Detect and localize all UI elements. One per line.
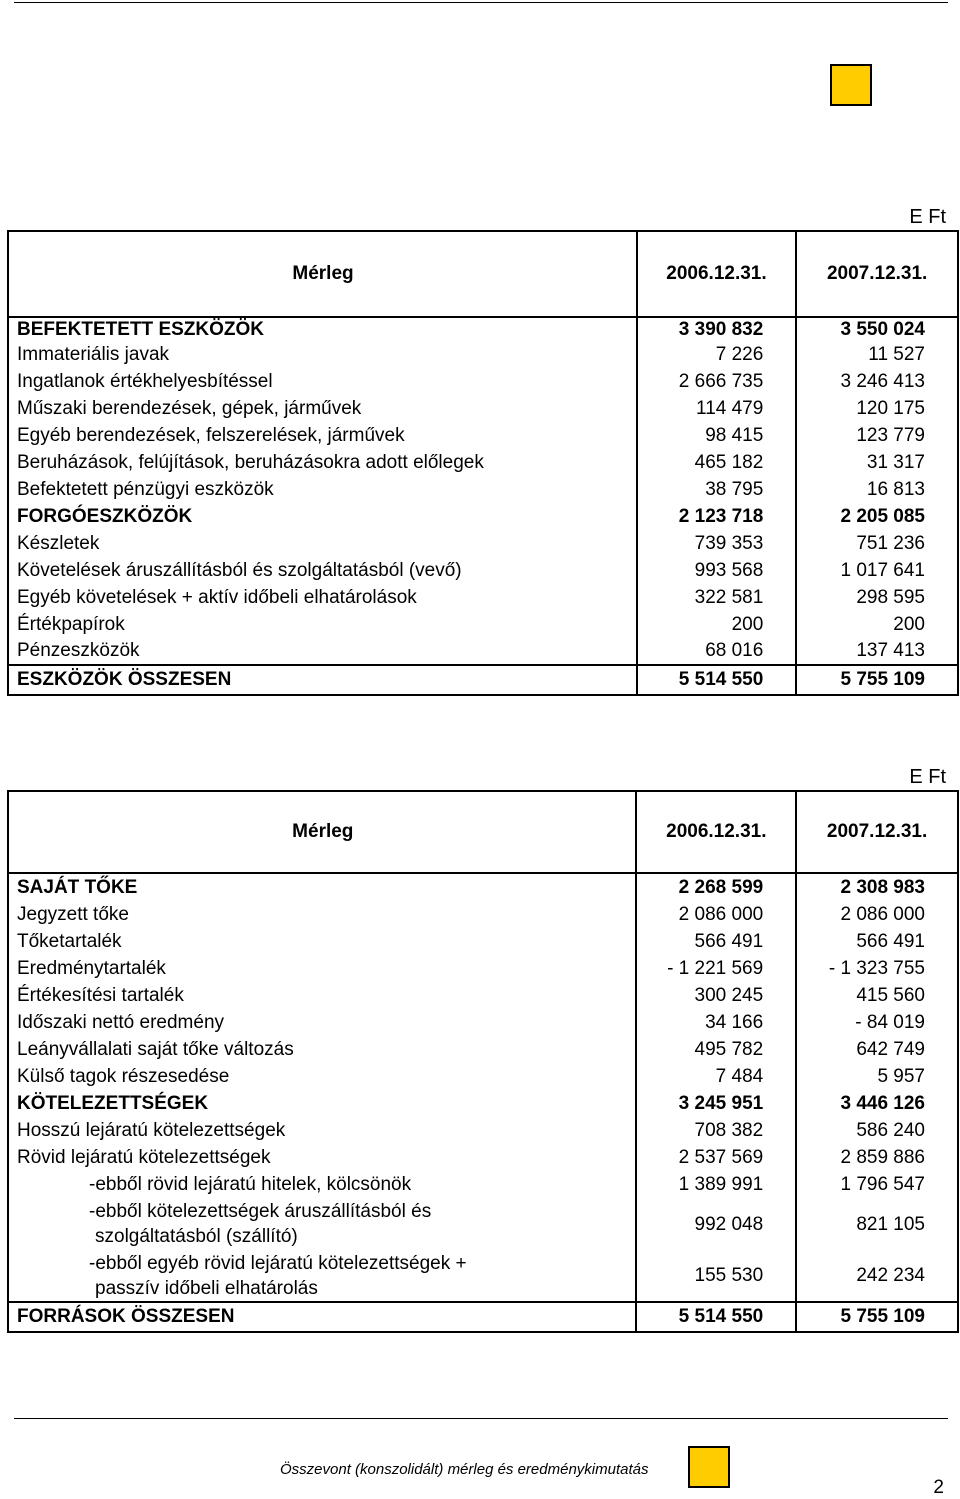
table-row bbox=[8, 1144, 958, 1171]
row-value-2006: 495 782 bbox=[636, 1036, 796, 1063]
row-label: Értékesítési tartalék bbox=[17, 984, 184, 1006]
table-row bbox=[8, 611, 958, 638]
table-row bbox=[8, 928, 958, 955]
table-row bbox=[8, 1090, 958, 1117]
row-value-2006: 68 016 bbox=[637, 638, 797, 665]
row-label: Leányvállalati saját tőke változás bbox=[17, 1038, 294, 1060]
table-row bbox=[8, 1250, 958, 1302]
row-label: Jegyzett tőke bbox=[17, 903, 129, 925]
row-value-2007: - 1 323 755 bbox=[796, 955, 958, 982]
row-value-2007: 31 317 bbox=[796, 449, 958, 476]
row-value-2007: 120 175 bbox=[796, 395, 958, 422]
row-label: FORGÓESZKÖZÖK bbox=[17, 505, 193, 527]
logo-square-icon bbox=[830, 64, 872, 106]
row-value-2006: 34 166 bbox=[636, 1009, 796, 1036]
row-value-2006: 2 537 569 bbox=[636, 1144, 796, 1171]
table-row bbox=[8, 449, 958, 476]
table-row bbox=[8, 317, 958, 341]
row-value-2007: 200 bbox=[796, 611, 958, 638]
row-label: FORRÁSOK ÖSSZESEN bbox=[8, 1302, 636, 1332]
assets-balance-table bbox=[7, 230, 959, 696]
table-row bbox=[8, 368, 958, 395]
table-row bbox=[8, 1036, 958, 1063]
row-label: Tőketartalék bbox=[17, 930, 122, 952]
row-label: Egyéb berendezések, felszerelések, járművek bbox=[17, 424, 405, 446]
table-row bbox=[8, 557, 958, 584]
top-rule bbox=[14, 2, 948, 3]
table-row bbox=[8, 584, 958, 611]
row-value-2006: 2 123 718 bbox=[637, 503, 797, 530]
row-value-2006: 155 530 bbox=[636, 1250, 796, 1302]
assets-unit-label: E Ft bbox=[909, 206, 946, 228]
row-value-2006: 465 182 bbox=[637, 449, 797, 476]
row-value-2007: 137 413 bbox=[796, 638, 958, 665]
row-value-2007: 1 796 547 bbox=[796, 1171, 958, 1198]
row-label: -ebből egyéb rövid lejáratú kötelezettségek + passzív időbeli elhatárolás bbox=[89, 1252, 467, 1299]
row-value-2007: 2 205 085 bbox=[796, 503, 958, 530]
table-row bbox=[8, 530, 958, 557]
row-value-2007: 298 595 bbox=[796, 584, 958, 611]
row-value-2007: 586 240 bbox=[796, 1117, 958, 1144]
row-value-2007: 2 086 000 bbox=[796, 901, 958, 928]
row-label: -ebből rövid lejáratú hitelek, kölcsönök bbox=[89, 1173, 412, 1195]
liabilities-header-row bbox=[8, 791, 958, 873]
row-value-2006: 992 048 bbox=[636, 1198, 796, 1250]
table-row bbox=[8, 1302, 958, 1332]
row-value-2006: 3 245 951 bbox=[636, 1090, 796, 1117]
row-value-2007: 566 491 bbox=[796, 928, 958, 955]
row-value-2006: 200 bbox=[637, 611, 797, 638]
row-label: Értékpapírok bbox=[17, 613, 125, 635]
row-value-2006: 993 568 bbox=[637, 557, 797, 584]
row-label: Készletek bbox=[17, 532, 100, 554]
table-row bbox=[8, 476, 958, 503]
row-value-2006: 2 086 000 bbox=[636, 901, 796, 928]
footer-rule bbox=[14, 1418, 948, 1419]
table-row bbox=[8, 873, 958, 901]
row-label: Befektetett pénzügyi eszközök bbox=[17, 478, 274, 500]
assets-header-title: Mérleg bbox=[292, 263, 354, 284]
row-label: Rövid lejáratú kötelezettségek bbox=[17, 1146, 271, 1168]
row-value-2007: 5 755 109 bbox=[796, 1302, 958, 1332]
assets-header-col-2006: 2006.12.31. bbox=[637, 231, 797, 317]
row-label: Egyéb követelések + aktív időbeli elhatárolások bbox=[17, 586, 417, 608]
assets-header-row bbox=[8, 231, 958, 317]
row-value-2006: 566 491 bbox=[636, 928, 796, 955]
table-row bbox=[8, 638, 958, 665]
row-value-2006: 114 479 bbox=[637, 395, 797, 422]
row-value-2006: - 1 221 569 bbox=[636, 955, 796, 982]
row-value-2007: 16 813 bbox=[796, 476, 958, 503]
liabilities-header-col-2006: 2006.12.31. bbox=[636, 791, 796, 873]
row-value-2007: 751 236 bbox=[796, 530, 958, 557]
row-value-2006: 1 389 991 bbox=[636, 1171, 796, 1198]
row-label: Követelések áruszállításból és szolgáltatásból (vevő) bbox=[17, 559, 462, 581]
table-row bbox=[8, 395, 958, 422]
row-value-2007: 821 105 bbox=[796, 1198, 958, 1250]
row-label: Eredménytartalék bbox=[17, 957, 166, 979]
table-row bbox=[8, 982, 958, 1009]
row-value-2006: 7 484 bbox=[636, 1063, 796, 1090]
row-value-2007: 3 246 413 bbox=[796, 368, 958, 395]
row-label: SAJÁT TŐKE bbox=[8, 873, 636, 901]
row-label: Beruházások, felújítások, beruházásokra adott előlegek bbox=[17, 451, 484, 473]
page-number: 2 bbox=[933, 1477, 944, 1498]
row-label: Hosszú lejáratú kötelezettségek bbox=[17, 1119, 286, 1141]
row-value-2007: 3 446 126 bbox=[796, 1090, 958, 1117]
row-value-2007: 642 749 bbox=[796, 1036, 958, 1063]
row-value-2006: 322 581 bbox=[637, 584, 797, 611]
row-value-2006: 38 795 bbox=[637, 476, 797, 503]
row-value-2006: 7 226 bbox=[637, 341, 797, 368]
footer-logo-square-icon bbox=[688, 1446, 730, 1488]
table-row bbox=[8, 901, 958, 928]
table-row bbox=[8, 1063, 958, 1090]
table-row bbox=[8, 955, 958, 982]
table-row bbox=[8, 1171, 958, 1198]
row-label: -ebből kötelezettségek áruszállításból és szolgáltatásból (szállító) bbox=[89, 1201, 432, 1247]
table-row bbox=[8, 1009, 958, 1036]
table-row bbox=[8, 665, 958, 695]
row-value-2007: 2 308 983 bbox=[796, 873, 958, 901]
row-value-2006: 2 268 599 bbox=[636, 873, 796, 901]
row-label: Ingatlanok értékhelyesbítéssel bbox=[17, 370, 273, 392]
liabilities-header-title: Mérleg bbox=[292, 821, 354, 842]
row-value-2007: 3 550 024 bbox=[796, 317, 958, 341]
row-value-2006: 98 415 bbox=[637, 422, 797, 449]
row-value-2006: 300 245 bbox=[636, 982, 796, 1009]
row-value-2007: 415 560 bbox=[796, 982, 958, 1009]
assets-header-col-2007: 2007.12.31. bbox=[796, 231, 958, 317]
row-label: KÖTELEZETTSÉGEK bbox=[17, 1092, 209, 1114]
table-row bbox=[8, 422, 958, 449]
row-value-2007: 5 755 109 bbox=[796, 665, 958, 695]
table-row bbox=[8, 503, 958, 530]
table-row bbox=[8, 1117, 958, 1144]
row-value-2007: 242 234 bbox=[796, 1250, 958, 1302]
row-label: Műszaki berendezések, gépek, járművek bbox=[17, 397, 362, 419]
row-label: ESZKÖZÖK ÖSSZESEN bbox=[8, 665, 637, 695]
table-row bbox=[8, 341, 958, 368]
row-value-2007: 1 017 641 bbox=[796, 557, 958, 584]
row-value-2007: 2 859 886 bbox=[796, 1144, 958, 1171]
row-value-2007: 123 779 bbox=[796, 422, 958, 449]
row-value-2006: 739 353 bbox=[637, 530, 797, 557]
row-label: Pénzeszközök bbox=[17, 640, 140, 661]
row-value-2007: - 84 019 bbox=[796, 1009, 958, 1036]
row-value-2006: 5 514 550 bbox=[636, 1302, 796, 1332]
row-value-2006: 5 514 550 bbox=[637, 665, 797, 695]
row-value-2006: 2 666 735 bbox=[637, 368, 797, 395]
row-value-2006: 3 390 832 bbox=[637, 317, 797, 341]
row-label: Immateriális javak bbox=[17, 343, 170, 365]
row-value-2007: 5 957 bbox=[796, 1063, 958, 1090]
row-label: Külső tagok részesedése bbox=[17, 1065, 230, 1087]
liabilities-unit-label: E Ft bbox=[909, 766, 946, 788]
liabilities-balance-table bbox=[7, 790, 959, 1333]
row-value-2007: 11 527 bbox=[796, 341, 958, 368]
footer-document-title: Összevont (konszolidált) mérleg és eredménykimutatás bbox=[280, 1461, 649, 1478]
table-row bbox=[8, 1198, 958, 1250]
row-label: Időszaki nettó eredmény bbox=[17, 1011, 225, 1033]
liabilities-header-col-2007: 2007.12.31. bbox=[796, 791, 958, 873]
row-label: BEFEKTETETT ESZKÖZÖK bbox=[8, 317, 637, 341]
row-value-2006: 708 382 bbox=[636, 1117, 796, 1144]
